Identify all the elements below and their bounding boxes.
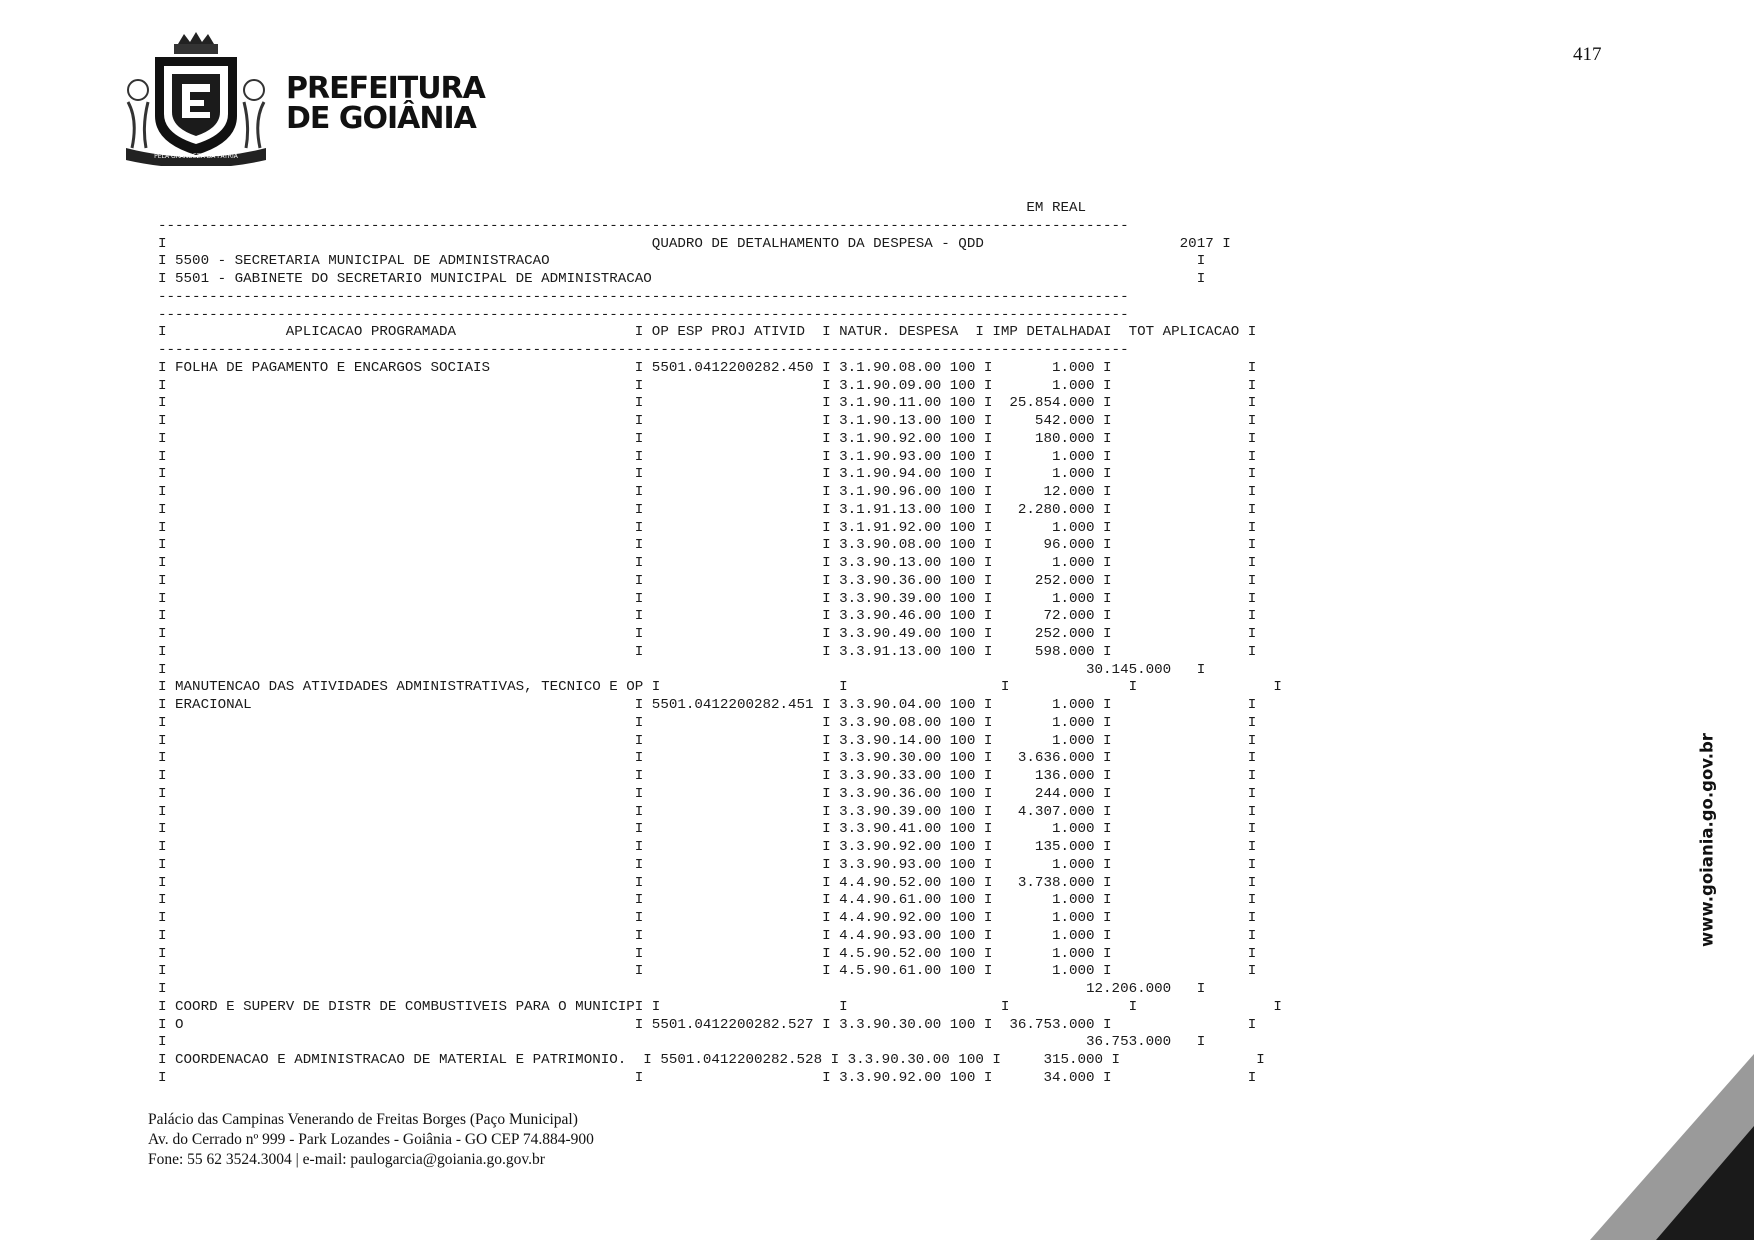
report-line: I 30.145.000 I: [158, 661, 1206, 678]
report-line: I I I 3.1.91.13.00 100 I 2.280.000 I I: [158, 501, 1257, 518]
report-line: ------------------------------------------------------------------------------------------------------------------: [158, 306, 1129, 323]
report-line: ------------------------------------------------------------------------------------------------------------------: [158, 217, 1129, 234]
report-line: I I I 3.1.90.92.00 100 I 180.000 I I: [158, 430, 1257, 447]
report-line: I 5500 - SECRETARIA MUNICIPAL DE ADMINISTRACAO I: [158, 253, 1206, 270]
report-line: I ERACIONAL I 5501.0412200282.451 I 3.3.90.04.00 100 I 1.000 I I: [158, 697, 1257, 713]
report-line: I I I 4.4.90.61.00 100 I 1.000 I I: [158, 892, 1257, 909]
report-line: I I I 4.5.90.52.00 100 I 1.000 I I: [158, 945, 1257, 962]
report-line: I I I 3.1.91.92.00 100 I 1.000 I I: [158, 519, 1257, 536]
report-line: I I I 3.3.90.39.00 100 I 4.307.000 I I: [158, 803, 1257, 820]
report-line: I I I 3.1.90.93.00 100 I 1.000 I I: [158, 448, 1257, 465]
footer-line-3: Fone: 55 62 3524.3004 | e-mail: paulogarcia@goiania.go.gov.br: [148, 1151, 545, 1168]
report-line: I QUADRO DE DETALHAMENTO DA DESPESA - QDD 2017 I: [158, 235, 1231, 252]
report-line: I O I 5501.0412200282.527 I 3.3.90.30.00 100 I 36.753.000 I I: [158, 1016, 1257, 1033]
report-line: I I I 3.3.90.36.00 100 I 244.000 I I: [158, 785, 1257, 802]
report-line: I I I 3.3.90.13.00 100 I 1.000 I I: [158, 555, 1257, 571]
report-line: I COORD E SUPERV DE DISTR DE COMBUSTIVEIS PARA O MUNICIPI I I I I I: [158, 998, 1282, 1015]
report-line: ------------------------------------------------------------------------------------------------------------------: [158, 342, 1129, 358]
report-line: I I I 3.3.90.08.00 100 I 96.000 I I: [158, 537, 1257, 554]
report-line: I 5501 - GABINETE DO SECRETARIO MUNICIPAL DE ADMINISTRACAO I: [158, 271, 1206, 287]
footer-line-1: Palácio das Campinas Venerando de Freitas Borges (Paço Municipal): [148, 1111, 578, 1128]
report-line: I I I 3.3.90.46.00 100 I 72.000 I I: [158, 608, 1257, 625]
report-line: ------------------------------------------------------------------------------------------------------------------: [158, 288, 1129, 305]
report-line: I 12.206.000 I: [158, 981, 1206, 997]
page-number: 417: [1573, 44, 1602, 65]
report-line: I I I 3.1.90.11.00 100 I 25.854.000 I I: [158, 395, 1257, 412]
brand-name: [286, 71, 485, 136]
report-line: EM REAL: [158, 200, 1087, 216]
report-line: I I I 4.5.90.61.00 100 I 1.000 I I: [158, 963, 1257, 980]
report-line: I I I 3.3.90.30.00 100 I 3.636.000 I I: [158, 750, 1257, 767]
report-line: I MANUTENCAO DAS ATIVIDADES ADMINISTRATIVAS, TECNICO E OP I I I I I: [158, 679, 1282, 696]
brand-line-2: DE GOIÂNIA: [286, 101, 476, 136]
crest-motto: PELA GRANDEZA DA PÁTRIA: [154, 153, 238, 160]
report-line: I I I 3.3.90.33.00 100 I 136.000 I I: [158, 768, 1257, 784]
report-line: I I I 3.1.90.94.00 100 I 1.000 I I: [158, 466, 1257, 483]
brand-line-1: PREFEITURA: [286, 71, 485, 106]
report-line: I I I 3.1.90.09.00 100 I 1.000 I I: [158, 377, 1257, 394]
report-line: I I I 3.3.90.41.00 100 I 1.000 I I: [158, 821, 1257, 838]
report-line: I I I 4.4.90.93.00 100 I 1.000 I I: [158, 927, 1257, 944]
report-line: I I I 3.3.90.92.00 100 I 135.000 I I: [158, 839, 1257, 855]
report-line: I I I 4.4.90.92.00 100 I 1.000 I I: [158, 910, 1257, 926]
report-line: I I I 4.4.90.52.00 100 I 3.738.000 I I: [158, 874, 1257, 891]
report-line: I I I 3.3.91.13.00 100 I 598.000 I I: [158, 643, 1257, 660]
qdd-report: [158, 200, 1282, 1088]
report-line: I APLICACAO PROGRAMADA I OP ESP PROJ ATIVID I NATUR. DESPESA I IMP DETALHADAI TOT APLICACAO I: [158, 324, 1257, 341]
report-line: I FOLHA DE PAGAMENTO E ENCARGOS SOCIAIS I 5501.0412200282.450 I 3.1.90.08.00 100 I 1.000 I I: [158, 359, 1257, 376]
report-line: I I I 3.3.90.14.00 100 I 1.000 I I: [158, 732, 1257, 749]
footer-line-2: Av. do Cerrado nº 999 - Park Lozandes - Goiânia - GO CEP 74.884-900: [148, 1131, 594, 1148]
city-crest-logo: [118, 30, 274, 166]
report-line: I I I 3.3.90.36.00 100 I 252.000 I I: [158, 572, 1257, 589]
footer-address: [148, 1110, 594, 1170]
report-line: I I I 3.3.90.92.00 100 I 34.000 I I: [158, 1069, 1257, 1086]
report-line: I I I 3.3.90.08.00 100 I 1.000 I I: [158, 714, 1257, 731]
report-line: I I I 3.3.90.93.00 100 I 1.000 I I: [158, 856, 1257, 873]
report-line: I I I 3.1.90.13.00 100 I 542.000 I I: [158, 413, 1257, 429]
report-line: I COORDENACAO E ADMINISTRACAO DE MATERIAL E PATRIMONIO. I 5501.0412200282.528 I 3.3.90.30.00 100 I 315.000 I I: [158, 1052, 1265, 1068]
report-line: I I I 3.3.90.39.00 100 I 1.000 I I: [158, 590, 1257, 607]
report-line: I I I 3.3.90.49.00 100 I 252.000 I I: [158, 626, 1257, 642]
corner-decoration: [1590, 1054, 1754, 1240]
report-line: I I I 3.1.90.96.00 100 I 12.000 I I: [158, 484, 1257, 500]
side-website-text: www.goiania.go.gov.br: [1697, 733, 1717, 947]
report-line: I 36.753.000 I: [158, 1034, 1206, 1051]
